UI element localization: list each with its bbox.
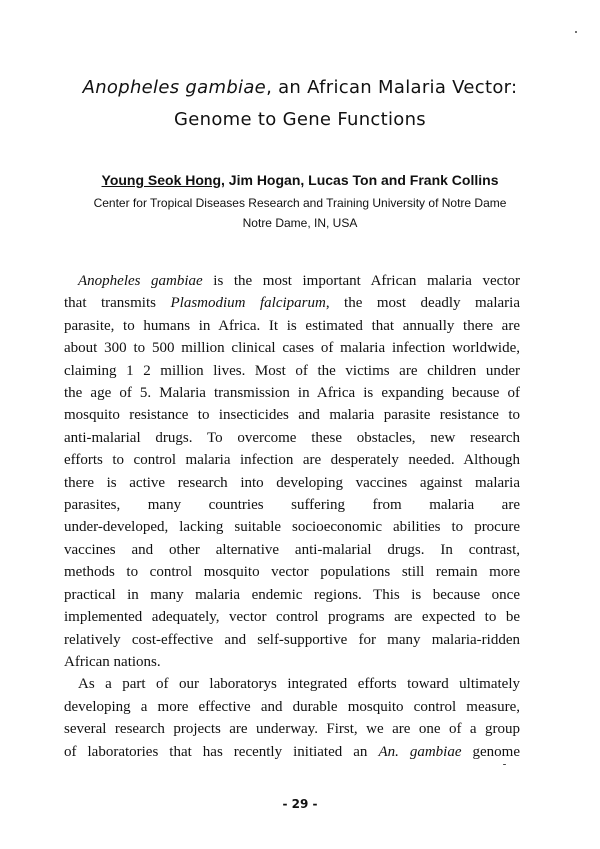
title-line-1: Anopheles gambiae, an African Malaria Vector: bbox=[82, 77, 518, 98]
paragraph-2: As a part of our laboratorys integrated efforts toward ultimately developing a more effective and durable mosquito control measure, several research projects are underway. First, we are one of a group of laboratories that has recently initiated an An. gambiae genome bbox=[64, 676, 521, 760]
scan-speck bbox=[575, 31, 577, 33]
scan-speck bbox=[503, 764, 506, 765]
title-line-2: Genome to Gene Functions bbox=[174, 109, 426, 130]
author-list bbox=[40, 170, 560, 190]
first-author: Young Seok Hong bbox=[101, 172, 222, 188]
paragraph-1: Anopheles gambiae is the most important African malaria vector that transmits Plasmodium falciparum, the most deadly malaria parasite, to humans in Africa. It is estimated that annually there are about 300 to 500 million clinical cases of malaria infection worldwide, claiming 1 2 million lives. Most of the victims are children under the age of 5. Malaria transmission in Africa is expanding because of mosquito resistance to insecticides and malaria parasite resistance to anti-malarial drugs. To overcome these obstacles, new research efforts to control malaria infection are desperately needed. Although there is active research into developing vaccines against malaria parasites, many countries suffering from malaria are under-developed, lacking suitable socioeconomic abilities to procure vaccines and other alternative anti-malarial drugs. In contrast, methods to control mosquito vector populations still remain more practical in many malaria endemic regions. This is because once implemented adequately, vector control programs are expected to be relatively cost-effective and self-supportive for many malaria-ridden African nations. bbox=[64, 273, 520, 670]
paper-title bbox=[40, 72, 560, 136]
species-name: Anopheles gambiae bbox=[82, 77, 267, 98]
page-number: - 29 - bbox=[282, 797, 318, 811]
body-text bbox=[64, 270, 520, 763]
affiliation: Center for Tropical Diseases Research and Training University of Notre Dame Notre Dame, IN, USA bbox=[93, 196, 507, 230]
co-authors: , Jim Hogan, Lucas Ton and Frank Collins bbox=[221, 172, 499, 188]
